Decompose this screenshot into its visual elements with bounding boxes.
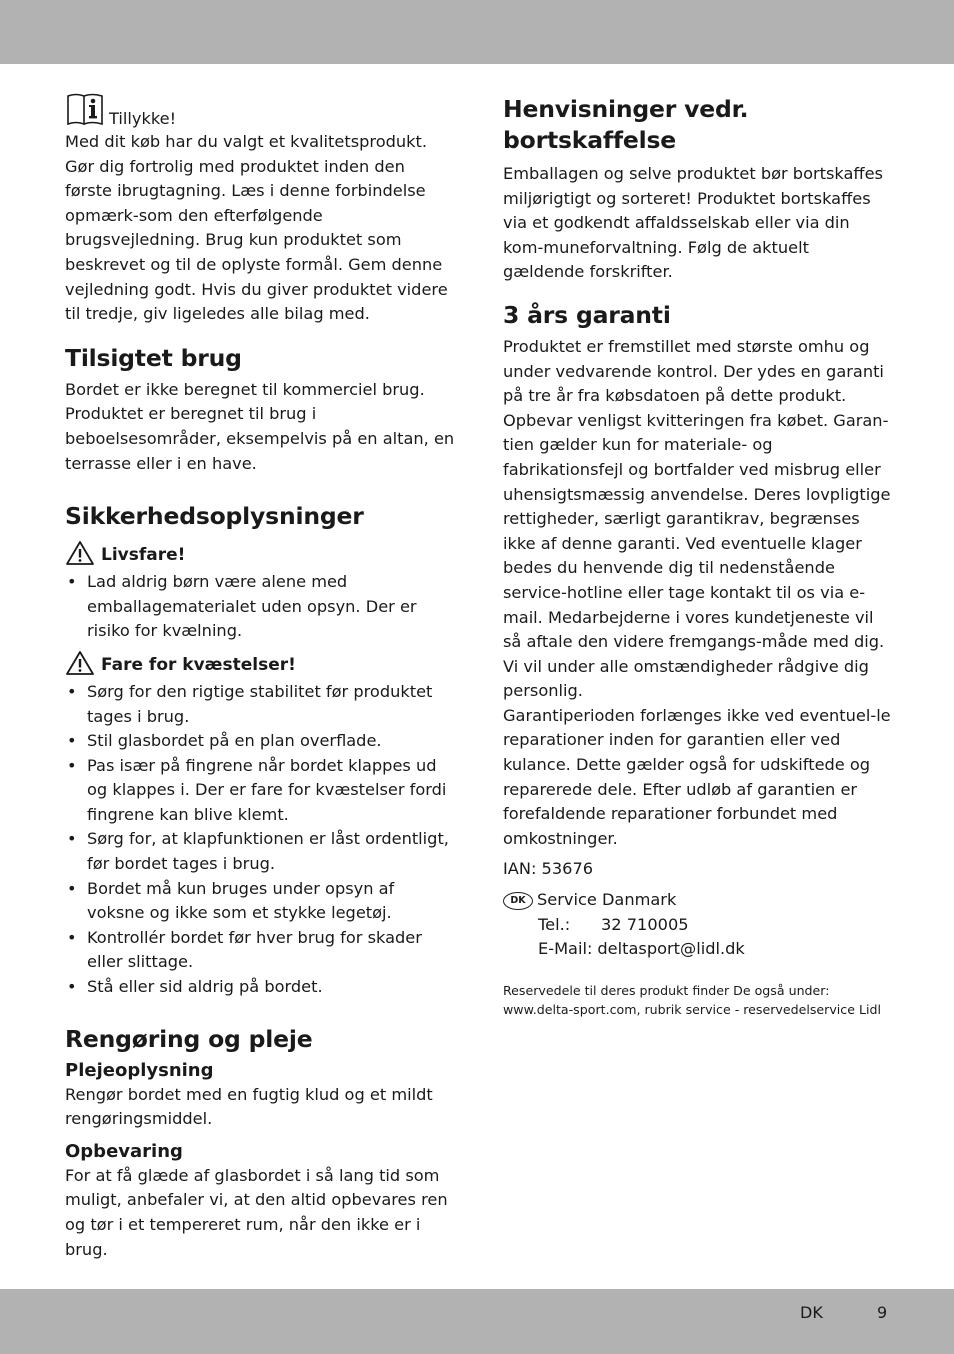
intro-title: Tillykke! bbox=[109, 109, 177, 129]
warning-triangle-icon bbox=[65, 650, 95, 680]
header-bar bbox=[0, 0, 954, 64]
tel-number: 32 710005 bbox=[601, 914, 689, 934]
safety-heading: Sikkerhedsoplysninger bbox=[65, 502, 364, 531]
tel-label: Tel.: bbox=[538, 914, 571, 934]
left-column bbox=[65, 92, 455, 1262]
list-item: • Kontrollér bordet før hver brug for skader eller slittage. bbox=[65, 926, 455, 975]
list-item: • Sørg for, at klapfunktionen er låst ordentligt, før bordet tages i brug. bbox=[65, 827, 455, 876]
page-number: 9 bbox=[877, 1303, 888, 1322]
intro-text: Med dit køb har du valgt et kvalitetsprodukt. Gør dig fortrolig med produktet inden den første ibrugtagning. Læs i denne forbindelse opmærk-som den efterfølgende brugsvejledning. Brug kun produktet som beskrevet og til de oplyste formål. Gem denne vejledning godt. Hvis du giver produktet videre til tredje, giv ligeledes alle bilag med. bbox=[65, 132, 448, 324]
intended-use-text: Bordet er ikke beregnet til kommerciel brug. Produktet er beregnet til brug i beboelsesområder, eksempelvis på en altan, en terrasse eller i en have. bbox=[65, 379, 455, 473]
intro-title-row bbox=[65, 92, 455, 130]
warranty-heading: 3 års garanti bbox=[503, 300, 671, 329]
warranty-text-1: Produktet er fremstillet med største omhu og under vedvarende kontrol. Der ydes en garanti på tre år fra købsdatoen på dette produkt. Opbevar venligst kvitteringen fra købet. Garan-tien gælder kun for materiale- og fabrikationsfejl og bortfalder ved misbrug eller uhensigtsmæssig anvendelse. Deres lovpligtige rettigheder, særligt garantikrav, begrænses ikke af denne garanti. Ved eventuelle klager bedes du henvende dig til nedenstående service-hotline eller tage kontakt til os via e-mail. Medarbejderne i vores kundetjeneste vil så aftale den videre fremgangs-måde med dig. Vi vil under alle omstændigheder rådgive dig personlig. bbox=[503, 336, 891, 701]
country-badge-dk: DK bbox=[503, 892, 533, 910]
intended-use-heading: Tilsigtet brug bbox=[65, 343, 242, 372]
care-subheading-storage: Opbevaring bbox=[65, 1140, 183, 1162]
warning-life-danger-title: Livsfare! bbox=[101, 545, 186, 566]
list-item: • Pas især på fingrene når bordet klappes ud og klappes i. Der er fare for kvæstelser fordi fingrene kan blive klemt. bbox=[65, 754, 455, 828]
warning-injury-list bbox=[65, 680, 455, 1000]
care-storage-text: For at få glæde af glasbordet i så lang tid som muligt, anbefaler vi, at den altid opbevares ren og tør i et tempereret rum, når den ikke er i brug. bbox=[65, 1165, 448, 1259]
right-column bbox=[503, 94, 895, 1019]
list-item: • Sørg for den rigtige stabilitet før produktet tages i brug. bbox=[65, 680, 455, 729]
spare-parts-line1: Reservedele til deres produkt finder De også under: bbox=[503, 982, 830, 998]
info-icon bbox=[65, 92, 105, 130]
service-email-row bbox=[503, 937, 895, 962]
disposal-heading-line2: bortskaffelse bbox=[503, 126, 677, 154]
service-name: Service Danmark bbox=[537, 890, 677, 910]
disposal-text: Emballagen og selve produktet bør bortskaffes miljørigtigt og sorteret! Produktet bortskaffes via et godkendt affaldsselskab eller via din kom-muneforvaltning. Følg de aktuelt gældende forskrifter. bbox=[503, 164, 883, 282]
list-item: • Lad aldrig børn være alene med emballagematerialet uden opsyn. Der er risiko for kvælning. bbox=[65, 570, 455, 644]
warranty-text-2: Garantiperioden forlænges ikke ved eventuel-le reparationer inden for garantien eller ved kulance. Dette gælder også for udskiftede og reparerede dele. Efter udløb af garantien er forefaldende reparationer forbundet med omkostninger. bbox=[503, 705, 891, 848]
email-address: deltasport@lidl.dk bbox=[597, 939, 745, 959]
spare-parts-line2: www.delta-sport.com, rubrik service - reservedelservice Lidl bbox=[503, 1001, 881, 1017]
warning-injury bbox=[65, 650, 455, 680]
warning-life-danger bbox=[65, 540, 455, 570]
disposal-heading-line1: Henvisninger vedr. bbox=[503, 95, 749, 123]
service-tel-row bbox=[503, 913, 895, 938]
email-label: E-Mail: bbox=[538, 939, 593, 959]
list-item: • Bordet må kun bruges under opsyn af voksne og ikke som et stykke legetøj. bbox=[65, 877, 455, 926]
ian-number: IAN: 53676 bbox=[503, 859, 594, 879]
list-item: • Stå eller sid aldrig på bordet. bbox=[65, 975, 455, 1000]
care-heading: Rengøring og pleje bbox=[65, 1024, 313, 1053]
warning-injury-title: Fare for kvæstelser! bbox=[101, 654, 296, 675]
list-item: • Stil glasbordet på en plan overflade. bbox=[65, 729, 455, 754]
care-subheading-info: Plejeoplysning bbox=[65, 1059, 214, 1081]
warning-triangle-icon bbox=[65, 540, 95, 570]
service-name-row bbox=[503, 888, 895, 913]
warning-life-danger-list bbox=[65, 570, 455, 644]
footer-language: DK bbox=[800, 1303, 823, 1322]
care-info-text: Rengør bordet med en fugtig klud og et mildt rengøringsmiddel. bbox=[65, 1084, 433, 1129]
